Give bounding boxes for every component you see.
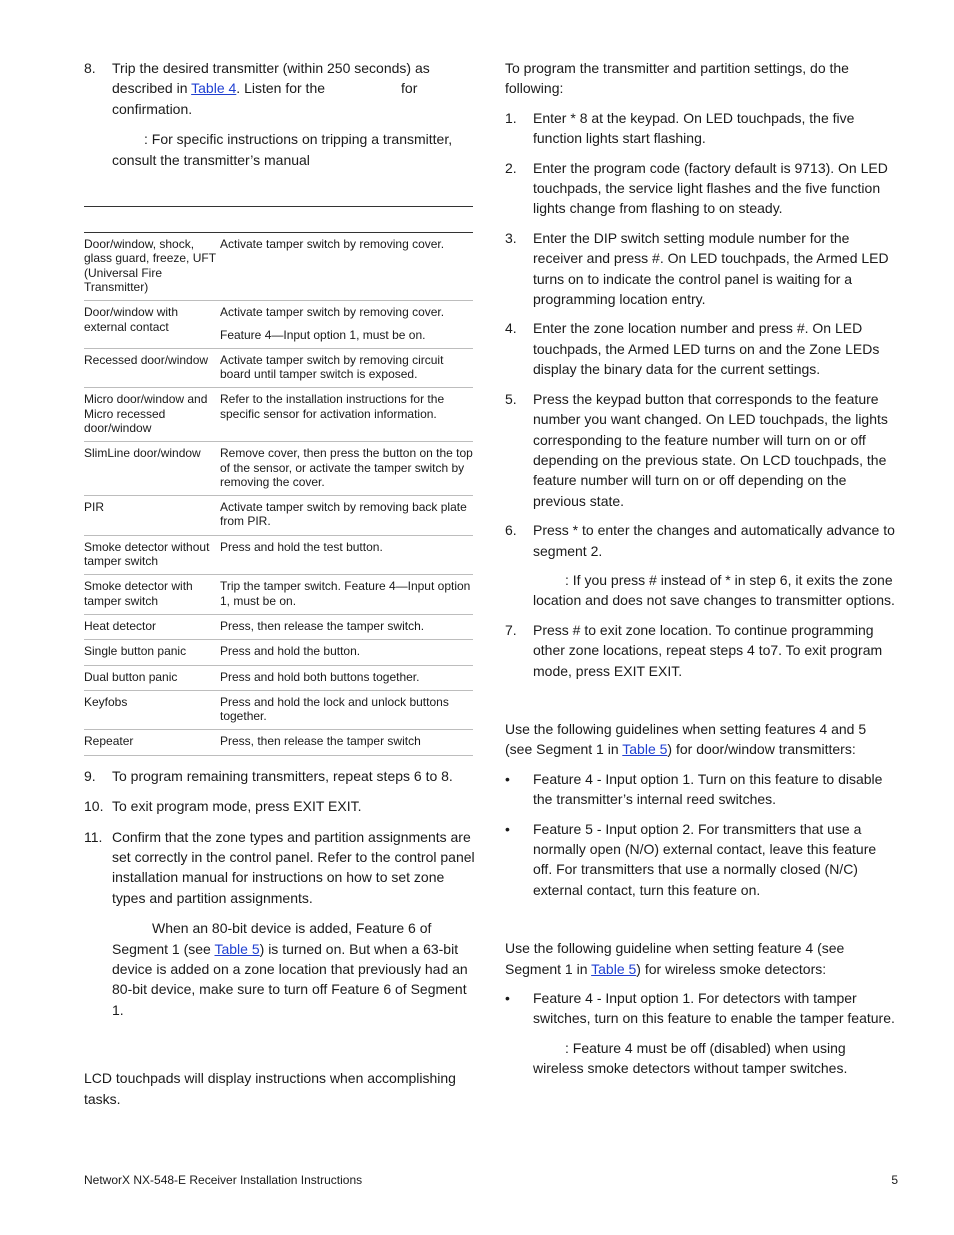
- action-cell: [219, 690, 473, 730]
- action-text: Activate tamper switch by removing back plate from PIR.: [220, 500, 467, 529]
- action-text-secondary: Feature 4—Input option 1, must be on.: [220, 327, 426, 342]
- step-11-text: Confirm that the zone types and partition assignments are set correctly in the control panel. Refer to the control panel installation manual for instructions on how to set zone types and partition assignments.: [112, 828, 475, 906]
- step-9: [84, 766, 476, 786]
- note-smoke: [505, 1038, 897, 1079]
- action-cell: [219, 233, 473, 301]
- program-step: [505, 158, 897, 219]
- smoke-pre: Use the following guideline when setting feature 4 (see Segment 1 in: [505, 940, 845, 977]
- door-window-intro: [505, 719, 897, 760]
- note-tripping: [84, 129, 476, 170]
- table-5-link[interactable]: Table 5: [214, 940, 260, 957]
- table-row: [84, 388, 473, 442]
- note-80-bit-post: ) is turned on. But when a 63-bit device is added on a zone location that previously had an 80-bit device, make sure to turn off Feature 6 of Segment 1.: [112, 940, 468, 1018]
- device-cell: Smoke detector without tamper switch: [84, 535, 219, 575]
- right-column: [505, 58, 897, 1079]
- step-number: 10.: [84, 798, 104, 815]
- action-text: Activate tamper switch by removing circuit board until tamper switch is exposed.: [220, 352, 444, 382]
- program-step: [505, 318, 897, 379]
- note-step-6-text: : If you press # instead of * in step 6, it exits the zone location and does not save changes to transmitter options.: [533, 571, 895, 609]
- step-text: Enter the program code (factory default is 9713). On LED touchpads, the service light flashes and the five function lights change from flashing to on steady.: [533, 159, 888, 217]
- step-10: [84, 796, 476, 816]
- bullet-text: Feature 4 - Input option 1. Turn on this feature to disable the transmitter’s internal reed switches.: [533, 770, 883, 808]
- bullet-icon: •: [505, 770, 510, 787]
- device-cell: Door/window, shock, glass guard, freeze, UFT (Universal Fire Transmitter): [84, 233, 219, 301]
- dw-pre: Use the following guidelines when setting features 4 and 5 (see Segment 1 in: [505, 720, 867, 758]
- action-cell: [219, 535, 473, 575]
- device-cell: Recessed door/window: [84, 348, 219, 388]
- action-text: Press, then release the tamper switch.: [220, 618, 425, 633]
- bullet-item: [505, 769, 897, 810]
- action-text: Press, then release the tamper switch: [220, 734, 421, 749]
- device-cell: Single button panic: [84, 640, 219, 665]
- table-row: [84, 442, 473, 496]
- footer-title: NetworX NX-548-E Receiver Installation Instructions: [84, 1173, 363, 1187]
- table-row: [84, 575, 473, 615]
- step-8-post: for: [401, 80, 418, 97]
- action-text: Refer to the installation instructions for the specific sensor for activation information.: [220, 392, 445, 421]
- table-row: [84, 496, 473, 536]
- device-cell: Micro door/window and Micro recessed door/window: [84, 388, 219, 442]
- action-cell: [219, 640, 473, 665]
- action-cell: [219, 301, 473, 349]
- action-text: Trip the tamper switch. Feature 4—Input option 1, must be on.: [220, 579, 471, 608]
- action-cell: [219, 730, 473, 755]
- note-80-bit: [84, 918, 476, 1020]
- device-cell: SlimLine door/window: [84, 442, 219, 496]
- step-9-text: To program remaining transmitters, repeat steps 6 to 8.: [112, 767, 453, 784]
- device-cell: Dual button panic: [84, 665, 219, 690]
- table-row: [84, 730, 473, 755]
- step-text: Enter * 8 at the keypad. On LED touchpads, the five function lights start flashing.: [533, 109, 855, 147]
- page-footer: [84, 1173, 898, 1187]
- step-text: Enter the DIP switch setting module number for the receiver and press #. On LED touchpads, the Armed LED turns on to indicate the control panel is waiting for a programming location entry.: [533, 229, 889, 308]
- action-text: Remove cover, then press the button on the top of the sensor, or activate the tamper switch by removing the cover.: [220, 446, 473, 489]
- dw-post: ) for door/window transmitters:: [667, 741, 856, 758]
- device-cell: Repeater: [84, 730, 219, 755]
- step-text: Press the keypad button that corresponds to the feature number you want changed. On LED touchpads, the lights corresponding to the feature number will turn on or off depending on the previous state. On LCD touchpads, the feature number will turn on or off depending on the previous state.: [533, 390, 888, 509]
- step-10-text: To exit program mode, press EXIT EXIT.: [112, 798, 362, 815]
- left-column: [84, 58, 476, 1109]
- page-number: 5: [891, 1173, 898, 1187]
- step-number: 6.: [505, 522, 517, 539]
- step-number: 2.: [505, 159, 517, 176]
- step-number: 7.: [505, 621, 517, 638]
- action-cell: [219, 665, 473, 690]
- table-5-link[interactable]: Table 5: [591, 960, 637, 977]
- device-cell: Keyfobs: [84, 690, 219, 730]
- action-text: Activate tamper switch by removing cover.: [220, 305, 445, 320]
- smoke-bullet-text: Feature 4 - Input option 1. For detectors with tamper switches, turn on this feature to enable the tamper feature.: [533, 990, 895, 1027]
- table-4-link[interactable]: Table 4: [191, 80, 237, 97]
- step-text: Press * to enter the changes and automatically advance to segment 2.: [533, 522, 895, 559]
- table-5-link[interactable]: Table 5: [622, 741, 668, 758]
- step-8-last: confirmation.: [112, 100, 193, 117]
- step-number: 3.: [505, 229, 517, 246]
- action-text: Press and hold the test button.: [220, 539, 383, 554]
- table-row: [84, 348, 473, 388]
- action-text: Press and hold the lock and unlock buttons together.: [220, 694, 449, 724]
- bullet-icon: •: [505, 990, 510, 1007]
- step-number: 9.: [84, 767, 96, 784]
- bullet-item: [505, 819, 897, 901]
- note-smoke-text: : Feature 4 must be off (disabled) when using wireless smoke detectors without tamper switches.: [533, 1039, 848, 1077]
- program-intro: To program the transmitter and partition settings, do the following:: [505, 60, 849, 97]
- step-8: [84, 58, 476, 119]
- smoke-post: ) for wireless smoke detectors:: [636, 960, 827, 977]
- program-step: [505, 520, 897, 561]
- note-tripping-text: : For specific instructions on tripping a transmitter, consult the transmitter’s manual: [112, 131, 453, 168]
- program-step: [505, 389, 897, 511]
- action-cell: [219, 496, 473, 536]
- table-row: [84, 640, 473, 665]
- action-cell: [219, 614, 473, 639]
- step-number: 8.: [84, 60, 96, 76]
- table-row: [84, 535, 473, 575]
- table-row: [84, 665, 473, 690]
- lcd-text: LCD touchpads will display instructions when accomplishing tasks.: [84, 1070, 456, 1107]
- table-row: [84, 301, 473, 349]
- table-title-rule: [84, 206, 473, 207]
- action-cell: [219, 348, 473, 388]
- action-text: Press and hold both buttons together.: [220, 669, 420, 684]
- action-text: Press and hold the button.: [220, 644, 361, 659]
- bullet-icon: •: [505, 820, 510, 837]
- program-steps: [505, 108, 897, 561]
- door-window-bullets: [505, 769, 897, 900]
- step-text: Enter the zone location number and press #. On LED touchpads, the Armed LED turns on and the Zone LEDs display the binary data for the current settings.: [533, 320, 880, 378]
- device-cell: Smoke detector with tamper switch: [84, 575, 219, 615]
- step-11: [84, 827, 476, 909]
- step-8-mid: . Listen for the: [236, 80, 326, 97]
- device-cell: PIR: [84, 496, 219, 536]
- step-8-text: Trip the desired transmitter (within 250 seconds) as described in Table 4. Listen for the for confirmation.: [112, 60, 430, 117]
- step-number: 5.: [505, 390, 517, 407]
- step-number: 4.: [505, 320, 517, 337]
- tripping-table: [84, 233, 473, 756]
- device-cell: Heat detector: [84, 614, 219, 639]
- note-80-bit-pre: When an 80-bit device is added, Feature 6 of Segment 1 (see: [112, 920, 432, 957]
- step-number: 1.: [505, 109, 517, 126]
- action-text: Activate tamper switch by removing cover.: [220, 237, 445, 252]
- program-step: [505, 228, 897, 310]
- action-cell: [219, 575, 473, 615]
- bullet-text: Feature 5 - Input option 2. For transmitters that use a normally open (N/O) external contact, leave this feature off. For transmitters that use a normally closed (N/C) external contact, turn this feature on.: [533, 820, 877, 898]
- action-cell: [219, 388, 473, 442]
- program-step: [505, 108, 897, 149]
- step-7-text: Press # to exit zone location. To continue programming other zone locations, repeat steps 4 to7. To exit program mode, press EXIT EXIT.: [533, 621, 883, 679]
- action-cell: [219, 442, 473, 496]
- device-cell: Door/window with external contact: [84, 301, 219, 349]
- step-7: [505, 620, 897, 681]
- table-row: [84, 690, 473, 730]
- note-step-6: [505, 570, 897, 611]
- smoke-bullet: [505, 988, 897, 1029]
- table-row: [84, 614, 473, 639]
- step-number: 11.: [84, 828, 103, 845]
- table-row: [84, 233, 473, 301]
- smoke-intro: [505, 938, 897, 979]
